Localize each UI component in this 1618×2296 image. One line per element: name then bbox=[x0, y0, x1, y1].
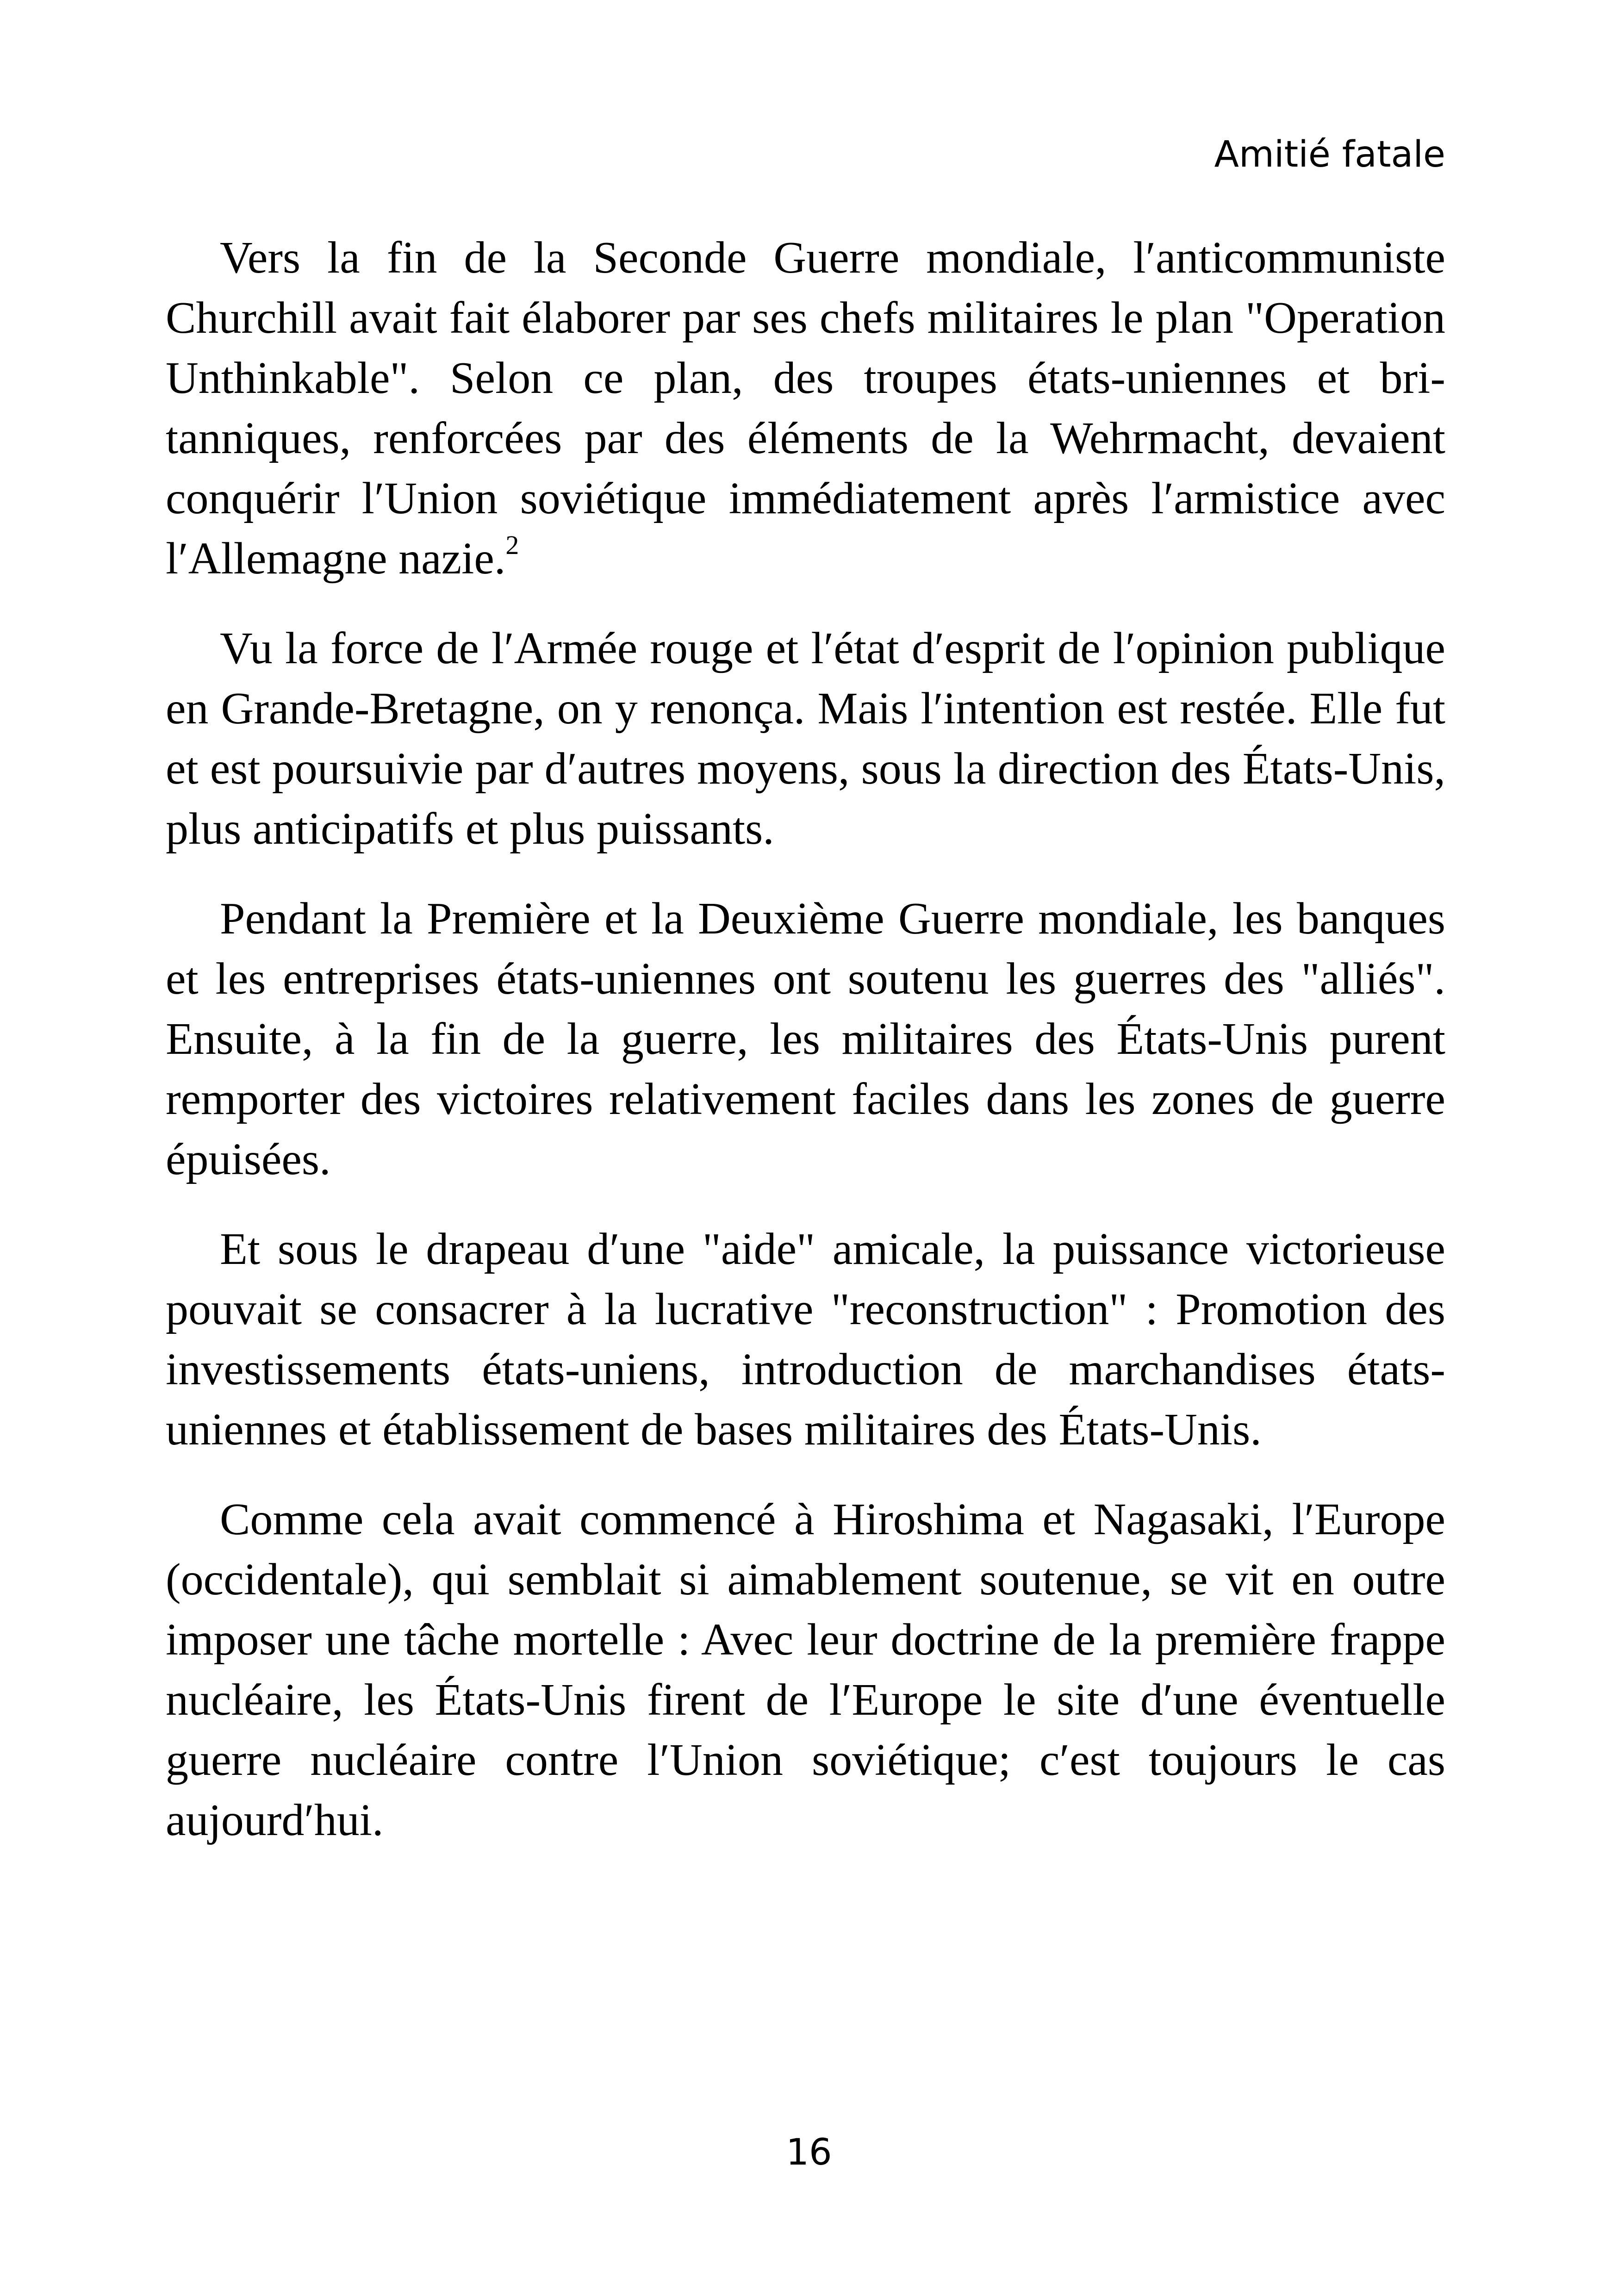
paragraph-3-text: Pendant la Première et la Deuxième Guerre mondiale, les banques et les entreprises états-uniennes ont soutenu les guerres des "alliés". Ensuite, à la fin de la guerre, les militaires des États-Unis purent remporter des victoires relativement faciles dans les zones de guerre épuisées. bbox=[166, 894, 1445, 1184]
paragraph-5 bbox=[166, 1489, 1445, 1850]
paragraph-3 bbox=[166, 889, 1445, 1189]
paragraph-4 bbox=[166, 1219, 1445, 1460]
paragraph-1-text: Vers la fin de la Seconde Guerre mondiale, lʹanticommuniste Churchill avait fait élaborer par ses chefs militaires le plan "Operation Unthinkable". Selon ce plan, des troupes états-uniennes et britanniques, renforcées par des éléments de la Wehrmacht, devaient conquérir lʹUnion soviétique immédiatement après lʹarmistice avec lʹAllemagne nazie. bbox=[166, 233, 1445, 584]
paragraph-4-text: Et sous le drapeau dʹune "aide" amicale, la puissance victorieuse pouvait se consacrer à la lucrative "reconstruction" : Promotion des investissements états-uniens, introduction de marchandises états-uniennes et établissement de bases militaires des États-Unis. bbox=[166, 1224, 1445, 1455]
paragraph-2-text: Vu la force de lʹArmée rouge et lʹétat dʹesprit de lʹopinion publique en Grande-Bretagne, on y renonça. Mais lʹintention est restée. Elle fut et est poursuivie par dʹautres moyens, sous la direction des États-Unis, plus anticipatifs et plus puissants. bbox=[166, 623, 1445, 854]
running-header-title: Amitié fatale bbox=[1214, 134, 1445, 175]
paragraph-2 bbox=[166, 618, 1445, 859]
paragraph-1 bbox=[166, 228, 1445, 589]
body-text bbox=[166, 228, 1445, 1880]
paragraph-5-text: Comme cela avait commencé à Hiroshima et Nagasaki, lʹEurope (occidentale), qui semblait si aimablement soutenue, se vit en outre imposer une tâche mortelle : Avec leur doctrine de la première frappe nucléaire, les États-Unis firent de lʹEurope le site dʹune éventuelle guerre nucléaire contre lʹUnion soviétique; cʹest toujours le cas aujourdʹhui. bbox=[166, 1494, 1445, 1845]
page-number: 16 bbox=[786, 2132, 832, 2173]
footnote-reference: 2 bbox=[505, 530, 519, 560]
